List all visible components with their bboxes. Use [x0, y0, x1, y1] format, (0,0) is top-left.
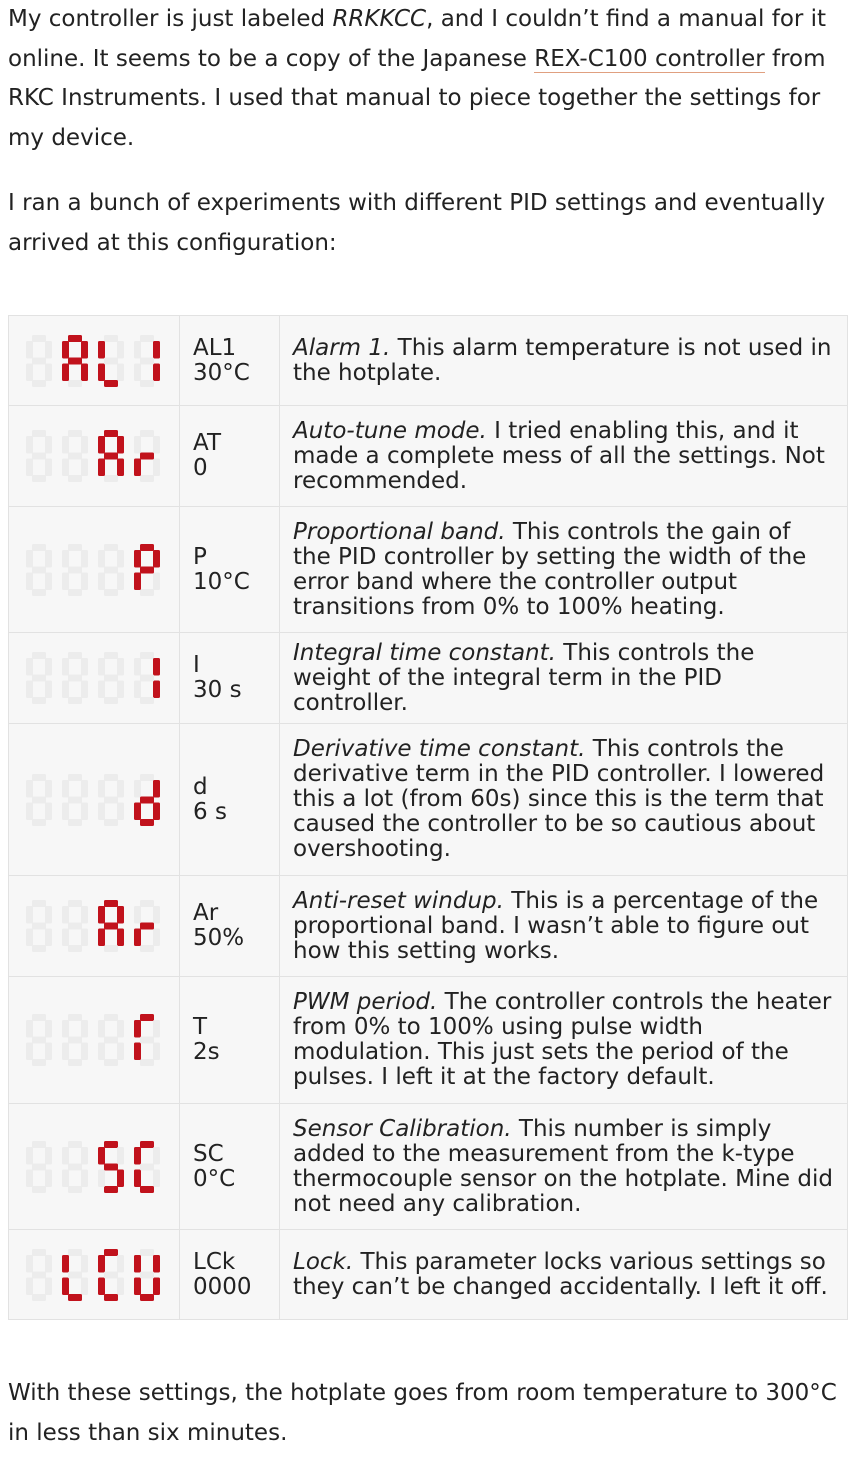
rex-c100-link[interactable]: REX-C100 controller: [534, 45, 765, 72]
seven-segment-display: [24, 428, 164, 484]
display-digit: [26, 900, 52, 952]
display-cell: [9, 507, 180, 633]
seven-segment-display: [24, 772, 164, 828]
outro-paragraph: With these settings, the hotplate goes from room temperature to 300°C in less than six minutes.: [8, 1380, 837, 1446]
display-digit: [134, 1014, 160, 1066]
setting-description: This controls the weight of the integral term in the PID controller.: [293, 639, 755, 716]
setting-code: SC: [193, 1140, 224, 1167]
display-digit: [62, 774, 88, 826]
setting-code: AL1: [193, 334, 237, 361]
setting-value: 0000: [193, 1273, 252, 1300]
display-cell: [9, 876, 180, 977]
code-cell: [180, 1230, 280, 1320]
intro-text: , and I couldn’t find a manual for it online. It seems to be a copy of the Japanese: [8, 6, 827, 72]
setting-title: Derivative time constant.: [293, 736, 586, 762]
setting-code: T: [193, 1014, 208, 1040]
setting-row: [9, 633, 848, 724]
display-digit: [134, 430, 160, 482]
setting-code: LCk: [193, 1248, 236, 1275]
setting-row: [9, 977, 848, 1104]
display-digit: [134, 900, 160, 952]
setting-code: I: [193, 652, 200, 678]
setting-title: Anti-reset windup.: [293, 887, 504, 914]
display-digit: [134, 652, 160, 704]
intro-paragraph-1: [8, 0, 850, 158]
display-digit: [98, 335, 124, 387]
setting-code: Ar: [193, 900, 219, 926]
setting-value: 6 s: [193, 798, 227, 825]
display-digit: [62, 544, 88, 596]
display-digit: [98, 1249, 124, 1301]
display-cell: [9, 1104, 180, 1230]
display-digit: [62, 1141, 88, 1193]
display-cell: [9, 1230, 180, 1320]
setting-row: [9, 724, 848, 876]
display-digit: [62, 430, 88, 482]
setting-value: 0: [193, 455, 208, 481]
setting-row: [9, 406, 848, 507]
intro-text: My controller is just labeled: [8, 6, 333, 32]
code-cell: [180, 1104, 280, 1230]
display-digit: [26, 1249, 52, 1301]
display-digit: [62, 652, 88, 704]
setting-description: This alarm temperature is not used in the hotplate.: [293, 334, 832, 386]
seven-segment-display: [24, 333, 164, 389]
setting-code: d: [193, 773, 208, 800]
display-digit: [26, 652, 52, 704]
display-digit: [62, 1014, 88, 1066]
setting-title: Lock.: [293, 1248, 354, 1275]
seven-segment-display: [24, 898, 164, 954]
setting-description: This parameter locks various settings so they can’t be changed accidentally. I left it off.: [293, 1248, 828, 1300]
display-digit: [134, 1249, 160, 1301]
display-digit: [98, 652, 124, 704]
setting-row: [9, 507, 848, 633]
setting-code: AT: [193, 430, 221, 456]
code-cell: [180, 507, 280, 633]
display-digit: [98, 544, 124, 596]
setting-title: PWM period.: [293, 989, 438, 1015]
setting-row: [9, 876, 848, 977]
setting-title: Alarm 1.: [293, 334, 391, 361]
code-cell: [180, 724, 280, 876]
display-digit: [26, 1014, 52, 1066]
display-digit: [26, 544, 52, 596]
setting-title: Proportional band.: [293, 518, 506, 545]
setting-row: [9, 1230, 848, 1320]
setting-description: I tried enabling this, and it made a complete mess of all the settings. Not recommended.: [293, 417, 825, 494]
code-cell: [180, 633, 280, 724]
display-digit: [134, 544, 160, 596]
setting-title: Auto-tune mode.: [293, 417, 487, 444]
setting-description: This is a percentage of the proportional band. I wasn’t able to figure out how this setting works.: [293, 887, 819, 964]
description-cell: [280, 876, 848, 977]
display-digit: [98, 900, 124, 952]
display-digit: [26, 335, 52, 387]
setting-title: Sensor Calibration.: [293, 1115, 512, 1142]
controller-model: RRKKCC: [332, 6, 427, 32]
display-cell: [9, 633, 180, 724]
display-digit: [62, 335, 88, 387]
seven-segment-display: [24, 1139, 164, 1195]
code-cell: [180, 876, 280, 977]
setting-description: This number is simply added to the measurement from the k-type thermocouple sensor on the hotplate. Mine did not need any calibration.: [293, 1115, 833, 1217]
description-cell: [280, 977, 848, 1104]
code-cell: [180, 406, 280, 507]
display-cell: [9, 977, 180, 1104]
setting-value: 0°C: [193, 1165, 236, 1192]
seven-segment-display: [24, 1012, 164, 1068]
seven-segment-display: [24, 542, 164, 598]
setting-title: Integral time constant.: [293, 639, 556, 666]
intro-paragraph-2: I ran a bunch of experiments with different PID settings and eventually arrived at this configuration:: [8, 190, 826, 256]
description-cell: [280, 1230, 848, 1320]
display-digit: [26, 430, 52, 482]
settings-table: [8, 315, 848, 1320]
display-digit: [26, 774, 52, 826]
setting-description: The controller controls the heater from 0% to 100% using pulse width modulation. This just sets the period of the pulses. I left it at the factory default.: [293, 989, 832, 1090]
setting-value: 30°C: [193, 359, 250, 386]
setting-value: 10°C: [193, 568, 250, 595]
display-digit: [98, 430, 124, 482]
description-cell: [280, 316, 848, 406]
display-digit: [98, 774, 124, 826]
seven-segment-display: [24, 650, 164, 706]
setting-description: This controls the derivative term in the PID controller. I lowered this a lot (from 60s) since this is the term that caused the controller to be so cautious about overshooting.: [293, 736, 825, 862]
display-digit: [98, 1141, 124, 1193]
description-cell: [280, 1104, 848, 1230]
setting-value: 50%: [193, 925, 245, 951]
display-digit: [134, 335, 160, 387]
display-digit: [134, 1141, 160, 1193]
description-cell: [280, 406, 848, 507]
description-cell: [280, 507, 848, 633]
setting-row: [9, 1104, 848, 1230]
display-cell: [9, 406, 180, 507]
setting-value: 30 s: [193, 677, 242, 703]
setting-code: P: [193, 543, 207, 570]
display-digit: [62, 1249, 88, 1301]
display-digit: [26, 1141, 52, 1193]
display-cell: [9, 316, 180, 406]
display-digit: [62, 900, 88, 952]
code-cell: [180, 977, 280, 1104]
code-cell: [180, 316, 280, 406]
description-cell: [280, 724, 848, 876]
setting-value: 2s: [193, 1039, 220, 1065]
setting-description: This controls the gain of the PID controller by setting the width of the error band where the controller output transitions from 0% to 100% heating.: [293, 518, 807, 620]
display-digit: [98, 1014, 124, 1066]
seven-segment-display: [24, 1247, 164, 1303]
setting-row: [9, 316, 848, 406]
description-cell: [280, 633, 848, 724]
intro-text: from RKC Instruments. I used that manual to piece together the settings for my device.: [8, 45, 826, 151]
display-cell: [9, 724, 180, 876]
display-digit: [134, 774, 160, 826]
